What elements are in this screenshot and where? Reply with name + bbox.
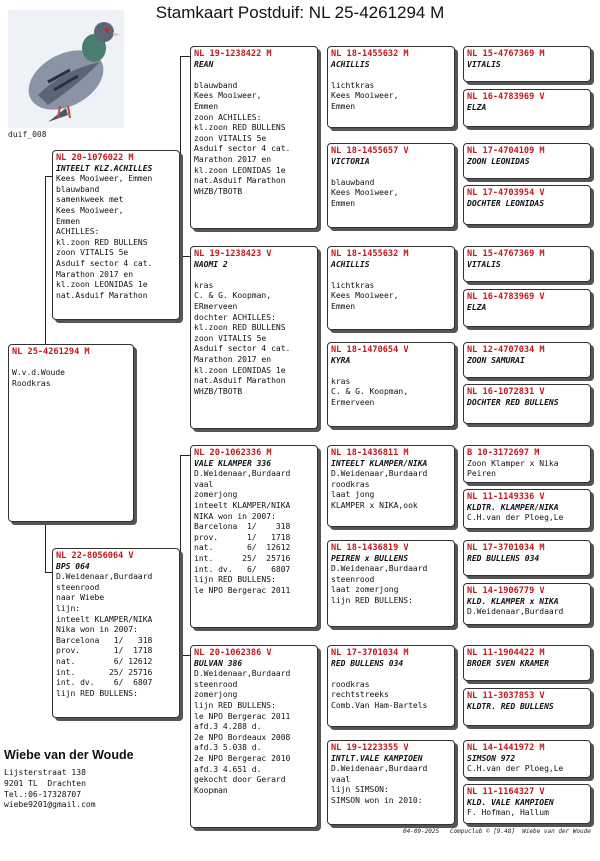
pedigree-box-mfm[interactable] [327, 540, 455, 627]
pedigree-box-g13[interactable] [463, 645, 591, 681]
connector [45, 522, 46, 572]
info-line: Kees Mooiweer, Emmen [56, 174, 153, 184]
pigeon-name: ACHILLIS [331, 259, 370, 269]
pigeon-name: RED BULLENS 034 [467, 553, 540, 563]
pedigree-box-mm[interactable] [190, 645, 318, 828]
info-line: blauwband [56, 184, 100, 194]
info-line: 2e NPO Bergerac 2010 [194, 753, 291, 763]
pigeon-name: INTEELT KLAMPER/NIKA [331, 458, 428, 468]
pedigree-box-fff[interactable] [327, 46, 455, 128]
info-line: kras [331, 376, 351, 386]
info-line: D.Weidenaar,Burdaard [194, 669, 291, 679]
info-line: D.Weidenaar,Burdaard [194, 469, 291, 479]
pedigree-box-g10[interactable] [463, 489, 591, 529]
info-line: int. dv. 6/ 6807 [194, 564, 291, 574]
connector [180, 655, 190, 656]
pigeon-photo [8, 10, 124, 128]
info-line: le NPO Bergerac 2011 [194, 585, 291, 595]
ring-number: NL 11-3037853 V [467, 691, 545, 701]
info-line: afd.3 5.038 d. [194, 743, 262, 753]
ring-number: NL 18-1455632 M [331, 249, 409, 259]
ring-number: NL 11-1149336 V [467, 492, 545, 502]
info-line: Comb.Van Ham-Bartels [331, 700, 428, 710]
info-line: Zoon Klamper x Nika [467, 458, 559, 468]
pedigree-box-g3[interactable] [463, 143, 591, 179]
pedigree-box-fmf[interactable] [327, 246, 455, 330]
info-line: roodkras [331, 479, 370, 489]
pigeon-name: DOCHTER RED BULLENS [467, 397, 559, 407]
connector [45, 176, 46, 344]
info-line: kl.zoon RED BULLENS [194, 323, 286, 333]
ring-number: NL 18-1455657 V [331, 146, 409, 156]
info-line: F. Hofman, Hallum [467, 808, 549, 818]
info-line: dochter ACHILLES: [194, 312, 276, 322]
pedigree-box-mmm[interactable] [327, 740, 455, 825]
info-line: afd.3 4.288 d. [194, 722, 262, 732]
ring-number: NL 18-1436811 M [331, 448, 409, 458]
info-line: zoon VITALIS 5e [56, 248, 129, 258]
info-line: Koopman [194, 785, 228, 795]
info-line: lijn RED BULLENS: [194, 700, 276, 710]
info-line: Asduif sector 4 cat. [56, 258, 153, 268]
info-line: C. & G. Koopman, [331, 387, 409, 397]
owner-block [4, 748, 174, 811]
info-line [331, 70, 451, 81]
ring-number: NL 19-1238423 V [194, 249, 272, 259]
pigeon-name: BPS 064 [56, 561, 90, 571]
ring-number: NL 20-1076022 M [56, 153, 134, 163]
info-line: blauwband [194, 80, 238, 90]
info-line: Roodkras [12, 378, 51, 388]
pedigree-box-g4[interactable] [463, 185, 591, 225]
pedigree-box-ff[interactable] [190, 46, 318, 229]
info-line [194, 270, 314, 281]
pigeon-name: VALE KLAMPER 336 [194, 458, 272, 468]
pedigree-box-g6[interactable] [463, 289, 591, 327]
pigeon-name: ELZA [467, 302, 487, 312]
info-line: D.Weidenaar,Burdaard [331, 469, 428, 479]
info-line: Kees Mooiweer, [331, 91, 399, 101]
info-line: int. 25/ 25716 [194, 553, 291, 563]
info-line: C. & G. Koopman, [194, 291, 272, 301]
info-line: Asduif sector 4 cat. [194, 144, 291, 154]
info-line: lijn RED BULLENS: [56, 688, 138, 698]
info-line: vaal [194, 479, 214, 489]
info-line: D.Weidenaar,Burdaard [467, 607, 564, 617]
info-line: WHZB/TBOTB [194, 386, 243, 396]
info-line: Emmen [331, 301, 356, 311]
ring-number: NL 15-4767369 M [467, 249, 545, 259]
pedigree-box-g14[interactable] [463, 688, 591, 726]
info-line: kl.zoon LEONIDAS 1e [194, 165, 286, 175]
info-line: prov. 1/ 1718 [194, 532, 291, 542]
info-line: KLAMPER x NIKA,ook [331, 500, 418, 510]
pigeon-name: KLDTR. KLAMPER/NIKA [467, 502, 559, 512]
info-line: lijn: [56, 603, 81, 613]
owner-phone: Tel.:06-17328707 [4, 789, 82, 799]
pedigree-box-mmf[interactable] [327, 645, 455, 727]
info-line: nat.Asduif Marathon [194, 376, 286, 386]
info-line: steenrood [56, 582, 100, 592]
info-line: Emmen [331, 198, 356, 208]
pigeon-image [8, 10, 124, 128]
pigeon-name: KLD. KLAMPER x NIKA [467, 596, 559, 606]
info-line: roodkras [331, 679, 370, 689]
info-line: NIKA won in 2007: [194, 511, 276, 521]
info-line: int. dv. 6/ 6807 [56, 678, 153, 688]
info-line: 2e NPO Bordeaux 2008 [194, 732, 291, 742]
pedigree-box-g16[interactable] [463, 784, 591, 824]
info-line [331, 669, 451, 680]
pigeon-name: DOCHTER LEONIDAS [467, 198, 545, 208]
pigeon-name: VITALIS [467, 259, 501, 269]
pigeon-name: KYRA [331, 355, 351, 365]
ring-number: NL 19-1238422 M [194, 49, 272, 59]
info-line: Ermerveen [331, 397, 375, 407]
pedigree-box-g9[interactable] [463, 445, 591, 483]
info-line: kl.zoon LEONIDAS 1e [194, 365, 286, 375]
pigeon-name: VITALIS [467, 59, 501, 69]
owner-city: 9201 TL Drachten [4, 778, 86, 788]
info-line: C.H.van der Ploeg,Le [467, 764, 564, 774]
pigeon-name: BULVAN 386 [194, 658, 243, 668]
pigeon-name: ACHILLIS [331, 59, 370, 69]
ring-number: NL 16-4783969 V [467, 292, 545, 302]
info-line: D.Weidenaar,Burdaard [56, 572, 153, 582]
ring-number: NL 18-1455632 M [331, 49, 409, 59]
info-line: Barcelona 1/ 318 [56, 635, 153, 645]
ring-number: NL 14-1441972 M [467, 743, 545, 753]
info-line: steenrood [331, 574, 375, 584]
ring-number: NL 25-4261294 M [12, 347, 90, 357]
ring-number: NL 17-4704109 M [467, 146, 545, 156]
info-line: laat jong [331, 490, 375, 500]
pigeon-name: ZOON SAMURAI [467, 355, 525, 365]
info-line: le NPO Bergerac 2011 [194, 711, 291, 721]
info-line: Emmen [331, 101, 356, 111]
owner-email: wiebe9201@gmail.com [4, 800, 96, 810]
pedigree-box-g11[interactable] [463, 540, 591, 576]
pigeon-name: KLDTR. RED BULLENS [467, 701, 554, 711]
info-line: zoon ACHILLES: [194, 112, 262, 122]
info-line: Marathon 2017 en [194, 354, 272, 364]
pedigree-box-g2[interactable] [463, 89, 591, 127]
info-line: zoon VITALIS 5e [194, 133, 267, 143]
footer-credit: 04-09-2025 Compuclub © [9.48] Wiebe van der Woude [403, 828, 591, 835]
connector [180, 56, 190, 57]
info-line: lichtkras [331, 80, 375, 90]
info-line: kras [194, 280, 214, 290]
pedigree-box-g1[interactable] [463, 46, 591, 82]
pigeon-name: INTEELT KLZ.ACHILLES [56, 163, 153, 173]
info-line: kl.zoon RED BULLENS [56, 237, 148, 247]
connector [180, 455, 190, 456]
owner-address: Lijsterstraat 138 [4, 768, 86, 777]
pedigree-box-mff[interactable] [327, 445, 455, 527]
pedigree-box-g12[interactable] [463, 583, 591, 625]
info-line: C.H.van der Ploeg,Le [467, 513, 564, 523]
ring-number: NL 16-1072831 V [467, 387, 545, 397]
info-line: ERmerveen [194, 301, 238, 311]
info-line: nat.Asduif Marathon [194, 176, 286, 186]
info-line [12, 358, 130, 369]
connector [180, 455, 181, 655]
ring-number: NL 19-1223355 V [331, 743, 409, 753]
ring-number: NL 17-3701034 M [331, 648, 409, 658]
ring-number: NL 16-4783969 V [467, 92, 545, 102]
info-line: WHZB/TBOTB [194, 186, 243, 196]
info-line: laat zomerjong [331, 585, 399, 595]
connector [180, 256, 190, 257]
pedigree-box-g5[interactable] [463, 246, 591, 282]
info-line [331, 167, 451, 178]
info-line: Kees Mooiweer, [194, 91, 262, 101]
photo-caption: duif_008 [8, 130, 47, 139]
info-line: nat. 6/ 12612 [194, 543, 291, 553]
info-line: nat.Asduif Marathon [56, 290, 148, 300]
info-line: inteelt KLAMPER/NIKA [56, 614, 153, 624]
info-line: zomerjong [194, 690, 238, 700]
info-line: naar Wiebe [56, 593, 105, 603]
info-line: lijn RED BULLENS: [331, 595, 413, 605]
pigeon-name: BROER SVEN KRAMER [467, 658, 549, 668]
info-line: nat. 6/ 12612 [56, 656, 153, 666]
ring-number: NL 11-1904422 M [467, 648, 545, 658]
pedigree-box-g8[interactable] [463, 384, 591, 424]
pedigree-box-g15[interactable] [463, 740, 591, 778]
pigeon-name: RED BULLENS 034 [331, 658, 404, 668]
pedigree-box-ffm[interactable] [327, 143, 455, 228]
info-line [331, 366, 451, 377]
info-line: W.v.d.Woude [12, 368, 65, 378]
pedigree-box-subject[interactable] [8, 344, 134, 522]
ring-number: NL 18-1436819 V [331, 543, 409, 553]
pigeon-name: VICTORIA [331, 156, 370, 166]
ring-number: NL 18-1470654 V [331, 345, 409, 355]
ring-number: NL 11-1164327 V [467, 787, 545, 797]
info-line: Kees Mooiweer, [56, 205, 124, 215]
info-line: steenrood [194, 679, 238, 689]
info-line: D.Weidenaar,Burdaard [331, 764, 428, 774]
ring-number: NL 14-1906779 V [467, 586, 545, 596]
info-line: zomerjong [194, 490, 238, 500]
info-line: Barcelona 1/ 318 [194, 522, 291, 532]
info-line: inteelt KLAMPER/NIKA [194, 500, 291, 510]
info-line [331, 270, 451, 281]
page-title: Stamkaart Postduif: NL 25-4261294 M [155, 3, 445, 22]
connector [180, 56, 181, 256]
info-line: lichtkras [331, 280, 375, 290]
info-line: kl.zoon RED BULLENS [194, 123, 286, 133]
pigeon-name: KLD. VALE KAMPIOEN [467, 797, 554, 807]
info-line: zoon VITALIS 5e [194, 333, 267, 343]
pigeon-name: SIMSON 972 [467, 753, 516, 763]
pedigree-box-fmm[interactable] [327, 342, 455, 427]
owner-name: Wiebe van der Woude [4, 748, 134, 762]
pigeon-name: NAOMI 2 [194, 259, 228, 269]
info-line: Marathon 2017 en [194, 154, 272, 164]
info-line: prov. 1/ 1718 [56, 646, 153, 656]
info-line: Nika won in 2007: [56, 625, 138, 635]
info-line: D.Weidenaar,Burdaard [331, 564, 428, 574]
ring-number: NL 20-1062386 V [194, 648, 272, 658]
ring-number: NL 17-3701034 M [467, 543, 545, 553]
pedigree-box-fm[interactable] [190, 246, 318, 429]
ring-number: NL 22-8056064 V [56, 551, 134, 561]
info-line: rechtstreeks [331, 690, 389, 700]
pigeon-name: ELZA [467, 102, 487, 112]
info-line: Kees Mooiweer, [331, 188, 399, 198]
info-line: Emmen [56, 216, 81, 226]
pedigree-box-father[interactable] [52, 150, 180, 320]
info-line: vaal [331, 774, 351, 784]
info-line: Asduif sector 4 cat. [194, 344, 291, 354]
info-line: Marathon 2017 en [56, 269, 134, 279]
info-line: blauwband [331, 177, 375, 187]
ring-number: NL 15-4767369 M [467, 49, 545, 59]
pigeon-name: ZOON LEONIDAS [467, 156, 530, 166]
info-line: Emmen [194, 101, 219, 111]
info-line: Peiren [467, 469, 496, 479]
pigeon-name: REAN [194, 59, 214, 69]
pigeon-name: INTLT.VALE KAMPIOEN [331, 753, 423, 763]
info-line: SIMSON won in 2010: [331, 795, 423, 805]
info-line: int. 25/ 25716 [56, 667, 153, 677]
pedigree-box-mother[interactable] [52, 548, 180, 718]
pigeon-name: PEIREN x BULLENS [331, 553, 409, 563]
info-line [194, 70, 314, 81]
info-line: afd.3 4.651 d. [194, 764, 262, 774]
info-line: samenkweek met [56, 195, 124, 205]
ring-number: B 10-3172697 M [467, 448, 540, 458]
ring-number: NL 12-4707034 M [467, 345, 545, 355]
ring-number: NL 17-4703954 V [467, 188, 545, 198]
pedigree-box-mf[interactable] [190, 445, 318, 628]
pedigree-box-g7[interactable] [463, 342, 591, 378]
info-line: Kees Mooiweer, [331, 291, 399, 301]
info-line: lijn SIMSON: [331, 785, 389, 795]
info-line: kl.zoon LEONIDAS 1e [56, 280, 148, 290]
info-line: lijn RED BULLENS: [194, 575, 276, 585]
info-line: gekocht door Gerard [194, 775, 286, 785]
info-line: ACHILLES: [56, 227, 100, 237]
ring-number: NL 20-1062336 M [194, 448, 272, 458]
